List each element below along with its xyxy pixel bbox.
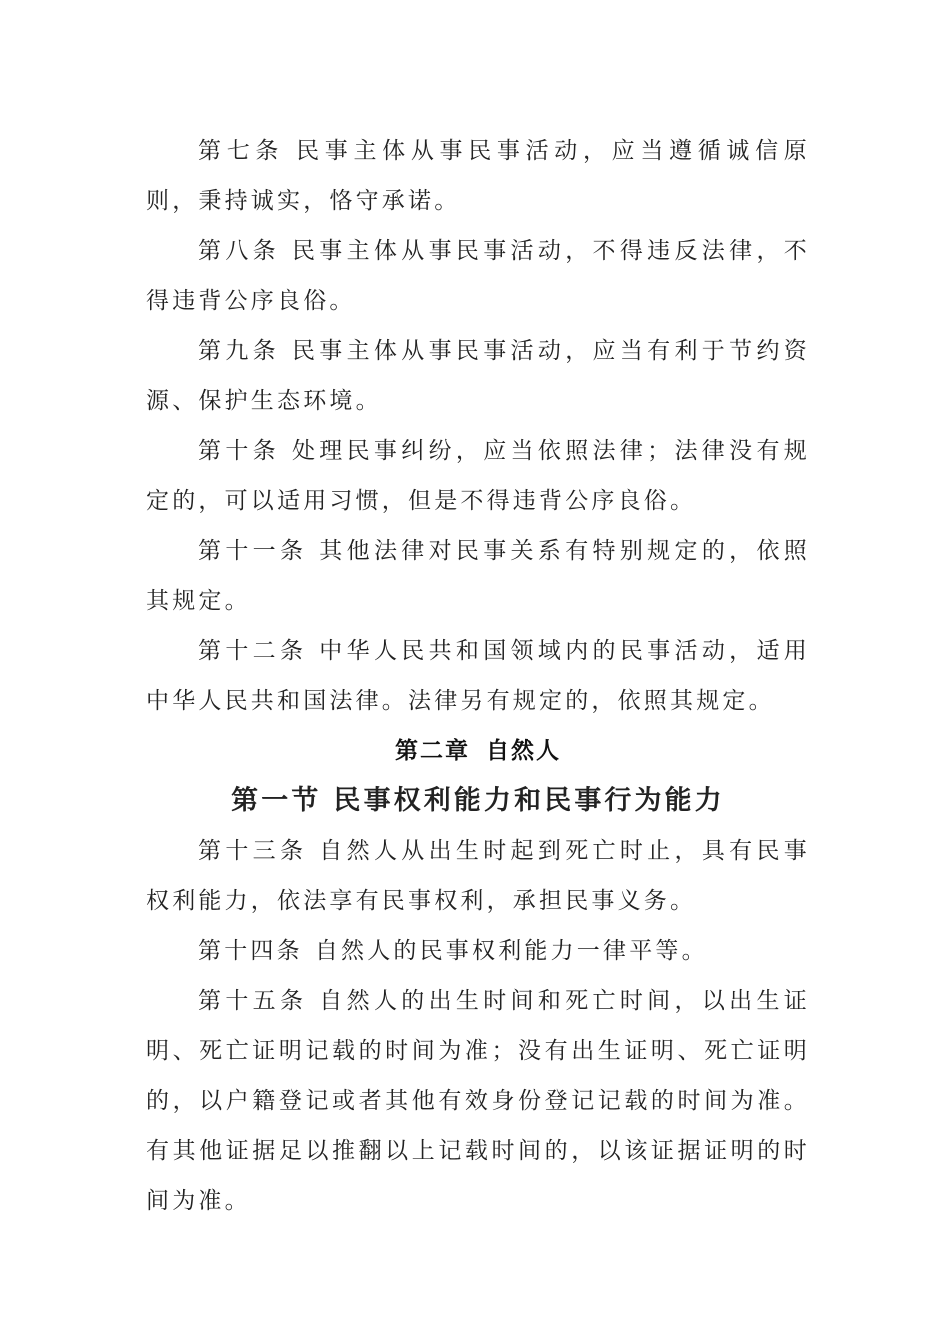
article-text: 民事主体从事民事活动，不得违反法律，不得违背公序良俗。: [146, 238, 810, 314]
article-text: 自然人从出生时起到死亡时止，具有民事权利能力，依法享有民事权利，承担民事义务。: [146, 838, 810, 914]
chapter-heading: [146, 726, 810, 776]
article-14: [146, 926, 810, 976]
article-number: 第十五条: [198, 988, 308, 1014]
article-number: 第十条: [198, 438, 280, 464]
article-number: 第七条: [198, 138, 285, 164]
document-page: [146, 126, 810, 1226]
article-10: [146, 426, 810, 526]
article-text: 民事主体从事民事活动，应当遵循诚信原则，秉持诚实，恪守承诺。: [146, 138, 810, 214]
article-15: [146, 976, 810, 1226]
section-heading: [146, 776, 810, 826]
article-13: [146, 826, 810, 926]
article-text: 其他法律对民事关系有特别规定的，依照其规定。: [146, 538, 810, 614]
section-number: 第一节: [231, 785, 322, 816]
article-8: [146, 226, 810, 326]
article-text: 处理民事纠纷，应当依照法律；法律没有规定的，可以适用习惯，但是不得违背公序良俗。: [146, 438, 810, 514]
section-title: 民事权利能力和民事行为能力: [333, 785, 725, 816]
article-number: 第十三条: [198, 838, 308, 864]
article-text: 自然人的出生时间和死亡时间，以出生证明、死亡证明记载的时间为准；没有出生证明、死亡证明的，以户籍登记或者其他有效身份登记记载的时间为准。有其他证据足以推翻以上记载时间的，以该证据证明的时间为准。: [146, 988, 810, 1214]
article-11: [146, 526, 810, 626]
article-9: [146, 326, 810, 426]
article-12: [146, 626, 810, 726]
article-text: 民事主体从事民事活动，应当有利于节约资源、保护生态环境。: [146, 338, 810, 414]
article-number: 第十四条: [198, 938, 303, 964]
article-number: 第十一条: [198, 538, 308, 564]
article-number: 第十二条: [198, 638, 308, 664]
article-number: 第八条: [198, 238, 280, 264]
article-text: 中华人民共和国领域内的民事活动，适用中华人民共和国法律。法律另有规定的，依照其规定。: [146, 638, 810, 714]
chapter-title: 自然人: [486, 738, 561, 764]
chapter-number: 第二章: [395, 738, 470, 764]
article-text: 自然人的民事权利能力一律平等。: [314, 938, 708, 964]
article-number: 第九条: [198, 338, 280, 364]
article-7: [146, 126, 810, 226]
